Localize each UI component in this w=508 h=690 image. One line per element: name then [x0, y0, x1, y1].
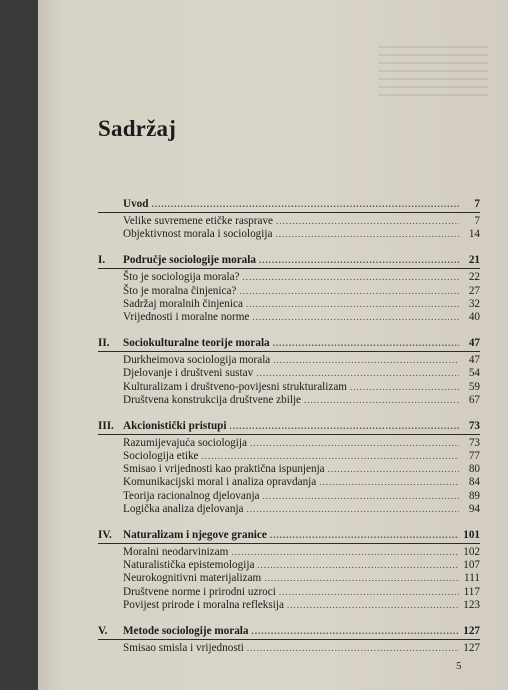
- chapter-title: Područje sociologije morala: [123, 254, 256, 267]
- entry-page: 73: [468, 436, 480, 449]
- book-page: [38, 0, 508, 690]
- entry-page: 59: [468, 380, 480, 393]
- toc-section: [98, 198, 480, 241]
- toc-entry[interactable]: [98, 586, 480, 599]
- entry-page: 77: [468, 450, 480, 463]
- entry-page: 127: [463, 641, 480, 654]
- entry-title: Velike suvremene etičke rasprave: [123, 215, 274, 227]
- entry-page: 107: [463, 559, 480, 572]
- page-number: 5: [456, 660, 462, 672]
- entry-title: Sociologija etike: [123, 450, 199, 463]
- entry-page: 67: [468, 393, 480, 406]
- dot-leader: [231, 546, 459, 559]
- dot-leader: [252, 311, 459, 324]
- toc-entry[interactable]: [98, 354, 480, 367]
- entry-title: Naturalistička epistemologija: [123, 559, 255, 572]
- chapter-page: 47: [468, 337, 480, 350]
- entry-page: 27: [468, 284, 480, 297]
- entry-title: Moralni neodarvinizam: [123, 546, 229, 558]
- dot-leader: [328, 463, 459, 476]
- entry-title: Kulturalizam i društveno-povijesni strukturalizam: [123, 380, 348, 393]
- dot-leader: [263, 490, 459, 503]
- toc-entry[interactable]: [98, 546, 480, 559]
- dot-leader: [246, 298, 459, 311]
- dot-leader: [247, 642, 459, 655]
- dot-leader: [259, 254, 459, 267]
- entry-page: 7: [474, 215, 480, 227]
- toc-entry[interactable]: [98, 285, 480, 298]
- toc-entry[interactable]: [98, 476, 480, 489]
- entry-title: Djelovanje i društveni sustav: [123, 367, 254, 380]
- toc-chapter-heading[interactable]: [98, 625, 480, 640]
- entry-page: 102: [463, 546, 480, 558]
- dot-leader: [270, 529, 459, 542]
- chapter-numeral: IV.: [98, 529, 112, 541]
- chapter-numeral: III.: [98, 419, 114, 432]
- toc-entry[interactable]: [98, 381, 480, 394]
- entry-title: Smisao i vrijednosti kao praktična ispunjenja: [123, 463, 325, 476]
- entry-title: Smisao smisla i vrijednosti: [123, 641, 244, 654]
- entry-title: Neurokognitivni materijalizam: [123, 572, 262, 585]
- toc-entry[interactable]: [98, 450, 480, 463]
- entry-page: 32: [468, 297, 480, 310]
- entry-title: Povijest prirode i moralna refleksija: [123, 598, 284, 611]
- toc-entry[interactable]: [98, 463, 480, 476]
- toc-entry[interactable]: [98, 367, 480, 380]
- entry-page: 123: [463, 598, 480, 611]
- chapter-title: Metode sociologije morala: [123, 624, 249, 637]
- toc-chapter-heading[interactable]: [98, 420, 480, 435]
- entry-page: 47: [468, 354, 480, 367]
- dot-leader: [247, 503, 459, 516]
- entry-title: Društvena konstrukcija društvene zbilje: [123, 393, 302, 406]
- toc-entry[interactable]: [98, 271, 480, 284]
- chapter-page: 7: [474, 198, 480, 210]
- dot-leader: [276, 215, 459, 228]
- dot-leader: [152, 198, 460, 211]
- page-title: Sadržaj: [98, 116, 177, 141]
- toc-entry[interactable]: [98, 215, 480, 228]
- chapter-title: Sociokulturalne teorije morala: [123, 337, 270, 350]
- entry-page: 117: [463, 585, 480, 598]
- table-of-contents: [98, 198, 480, 668]
- dot-leader: [257, 559, 459, 572]
- dot-leader: [350, 381, 459, 394]
- entry-title: Logička analiza djelovanja: [123, 502, 244, 515]
- entry-page: 22: [468, 271, 480, 284]
- dot-leader: [250, 437, 459, 450]
- chapter-page: 21: [468, 254, 480, 267]
- dot-leader: [230, 420, 459, 433]
- entry-page: 40: [468, 310, 480, 323]
- entry-title: Komunikacijski moral i analiza opravdanja: [123, 476, 317, 489]
- entry-page: 80: [468, 463, 480, 476]
- chapter-numeral: V.: [98, 624, 108, 637]
- toc-chapter-heading[interactable]: [98, 254, 480, 269]
- entry-page: 84: [468, 476, 480, 489]
- entry-page: 94: [468, 502, 480, 515]
- chapter-numeral: II.: [98, 337, 110, 350]
- dot-leader: [304, 394, 459, 407]
- toc-chapter-heading[interactable]: [98, 337, 480, 352]
- toc-chapter-heading[interactable]: [98, 529, 480, 544]
- dot-leader: [319, 476, 459, 489]
- dot-leader: [256, 367, 459, 380]
- chapter-page: 101: [463, 529, 480, 541]
- dot-leader: [202, 450, 460, 463]
- toc-chapter-heading[interactable]: [98, 198, 480, 213]
- entry-title: Sadržaj moralnih činjenica: [123, 297, 243, 310]
- chapter-page: 73: [468, 419, 480, 432]
- entry-title: Objektivnost morala i sociologija: [123, 228, 273, 241]
- dot-leader: [287, 599, 459, 612]
- toc-entry[interactable]: [98, 394, 480, 407]
- toc-section: [98, 625, 480, 655]
- dot-leader: [273, 337, 459, 350]
- dot-leader: [264, 572, 459, 585]
- toc-entry[interactable]: [98, 490, 480, 503]
- toc-entry[interactable]: [98, 298, 480, 311]
- entry-page: 14: [468, 228, 480, 241]
- dot-leader: [239, 285, 459, 298]
- entry-title: Teorija racionalnog djelovanja: [123, 489, 260, 502]
- chapter-page: 127: [463, 624, 480, 637]
- dot-leader: [279, 586, 459, 599]
- entry-page: 111: [464, 572, 480, 585]
- dot-leader: [252, 625, 459, 638]
- chapter-numeral: I.: [98, 254, 106, 267]
- entry-title: Što je sociologija morala?: [123, 271, 240, 284]
- dot-leader: [243, 271, 459, 284]
- entry-title: Što je moralna činjenica?: [123, 284, 237, 297]
- chapter-title: Uvod: [123, 198, 149, 210]
- toc-entry[interactable]: [98, 642, 480, 655]
- toc-entry[interactable]: [98, 599, 480, 612]
- toc-entry[interactable]: [98, 437, 480, 450]
- entry-title: Razumijevajuća sociologija: [123, 436, 247, 449]
- entry-title: Društvene norme i prirodni uzroci: [123, 585, 276, 598]
- entry-title: Durkheimova sociologija morala: [123, 354, 271, 367]
- entry-title: Vrijednosti i moralne norme: [123, 310, 250, 323]
- entry-page: 89: [468, 489, 480, 502]
- toc-section: [98, 337, 480, 407]
- bleed-through-text: [378, 40, 488, 120]
- toc-entry[interactable]: [98, 311, 480, 324]
- toc-entry[interactable]: [98, 228, 480, 241]
- entry-page: 54: [468, 367, 480, 380]
- dot-leader: [275, 228, 459, 241]
- dot-leader: [273, 354, 459, 367]
- toc-entry[interactable]: [98, 559, 480, 572]
- toc-entry[interactable]: [98, 503, 480, 516]
- toc-section: [98, 254, 480, 324]
- chapter-title: Naturalizam i njegove granice: [123, 529, 267, 541]
- toc-section: [98, 529, 480, 612]
- toc-section: [98, 420, 480, 516]
- toc-entry[interactable]: [98, 572, 480, 585]
- chapter-title: Akcionistički pristupi: [123, 419, 227, 432]
